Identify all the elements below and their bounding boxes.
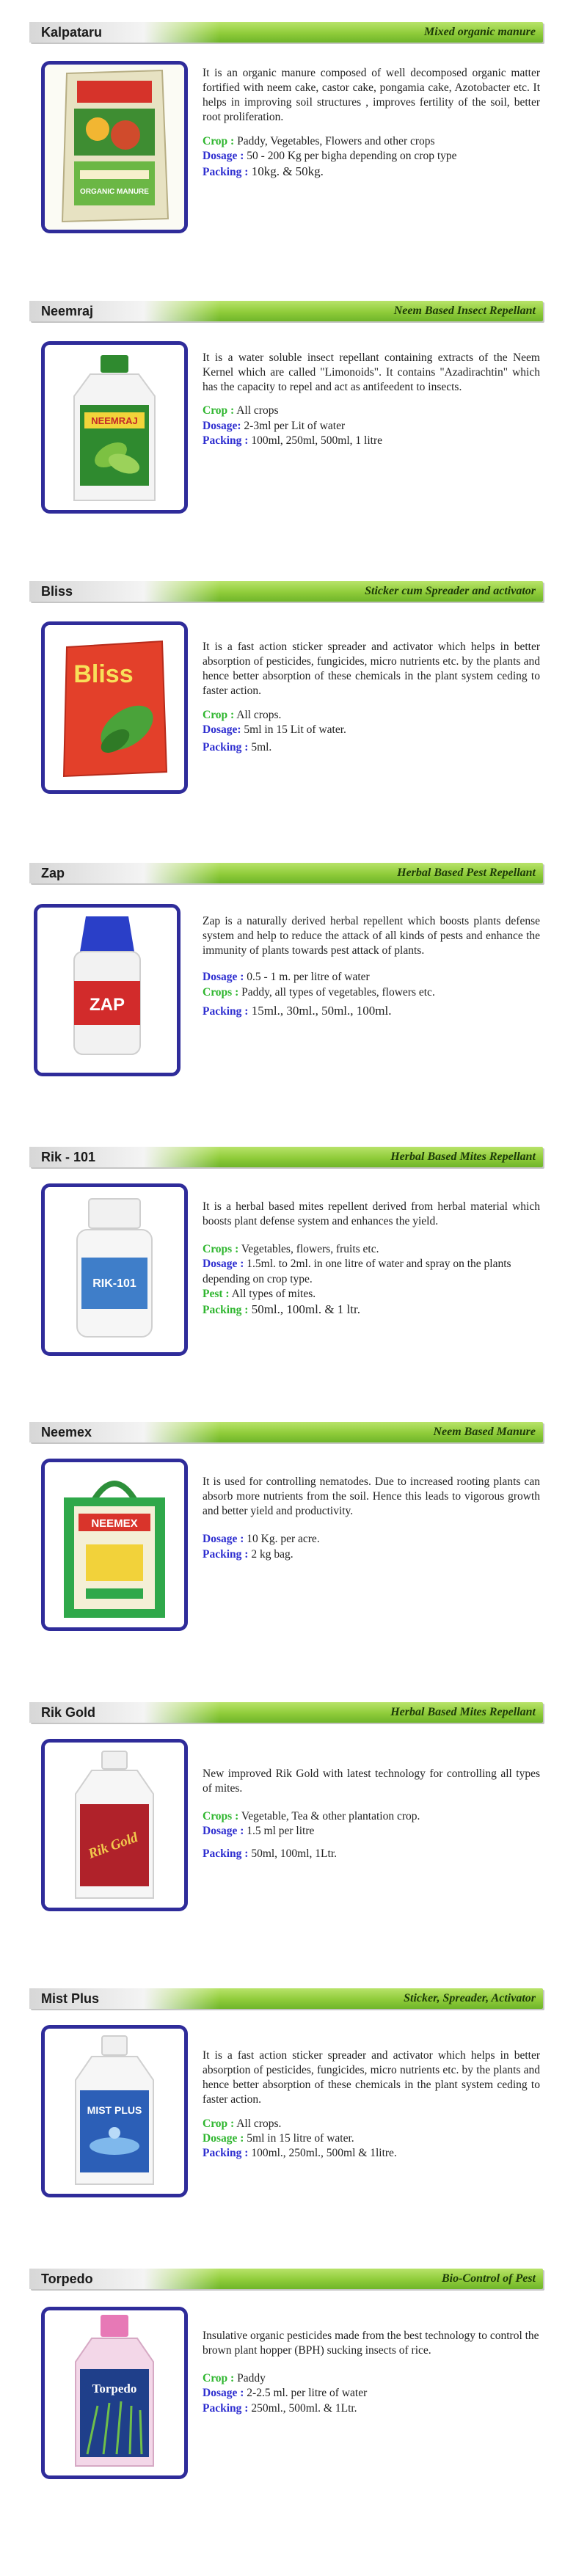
info-row-crops <box>203 1809 540 1824</box>
info-row-packing <box>203 434 540 448</box>
info-value: 1.5 ml per litre <box>244 1825 315 1838</box>
info-row-crop <box>203 2371 540 2386</box>
product-text <box>203 914 540 1019</box>
product-description: It is a fast action sticker spreader and activator which helps in better absorption of pesticides, fungicides, micro nutrients etc. by the plants and hence better absorption of these chemicals in the plant system ceding to faster action. <box>203 641 540 698</box>
info-value: Paddy <box>234 2372 266 2385</box>
info-row-crop <box>203 708 540 723</box>
product-text <box>203 1767 540 1861</box>
product-description: It is used for controlling nematodes. Due to increased rooting plants can absorb more nutrients from the soil. Hence this leads to vigorous growth and better yield and productivity. <box>203 1475 540 1518</box>
info-row-packing <box>203 164 540 180</box>
product-category: Herbal Based Mites Repellant <box>390 1706 536 1718</box>
info-value: Vegetables, flowers, fruits etc. <box>238 1243 379 1256</box>
product-text <box>203 640 540 755</box>
package-label: Bliss <box>73 660 134 688</box>
info-row-packing <box>203 740 540 755</box>
info-value: Paddy, all types of vegetables, flowers etc. <box>238 985 435 999</box>
package-label: NEEMRAJ <box>91 415 138 426</box>
product-text <box>203 2329 540 2416</box>
info-value: 5ml in 15 litre of water. <box>244 2131 354 2145</box>
product-name: Kalpataru <box>29 22 220 43</box>
product-category: Herbal Based Pest Repellant <box>397 866 536 879</box>
info-label: Packing : <box>203 2401 249 2415</box>
product-image-frame <box>41 2307 188 2479</box>
package-label: RIK-101 <box>92 1277 136 1290</box>
info-row-dosage <box>203 1532 540 1547</box>
product-image-frame <box>41 1459 188 1631</box>
info-row-crop <box>203 2117 540 2131</box>
product-category: Herbal Based Mites Repellant <box>390 1150 536 1163</box>
product-text <box>203 66 540 180</box>
product-image-frame <box>41 2025 188 2197</box>
sachet-icon <box>45 625 184 790</box>
product-name: Neemex <box>29 1422 220 1442</box>
info-value: 0.5 - 1 m. per litre of water <box>244 971 370 984</box>
product-text <box>203 1475 540 1562</box>
info-label: Crops : <box>203 1810 239 1823</box>
product-text <box>203 351 540 448</box>
info-label: Packing : <box>203 165 249 178</box>
info-label: Packing : <box>203 1847 249 1860</box>
info-value: 5ml. <box>248 740 272 754</box>
package-label: MIST PLUS <box>87 2104 142 2116</box>
info-label: Packing : <box>203 1303 249 1316</box>
product-name: Torpedo <box>29 2269 220 2289</box>
product-image-frame <box>41 61 188 233</box>
info-value: 100ml., 250ml., 500ml & 1litre. <box>248 2146 397 2159</box>
info-label: Crop : <box>203 2372 235 2385</box>
info-value: 2-3ml per Lit of water <box>241 419 346 432</box>
product-image-frame <box>41 621 188 794</box>
product-category: Sticker cum Spreader and activator <box>365 585 536 597</box>
small-bottle-icon <box>37 908 177 1073</box>
info-value: 5ml in 15 Lit of water. <box>241 723 346 736</box>
info-row-crop <box>203 404 540 418</box>
bottle-icon <box>45 2310 184 2475</box>
info-row-packing <box>203 1003 540 1019</box>
product-category: Bio-Control of Pest <box>441 2272 536 2285</box>
info-value: 50ml., 100ml. & 1 ltr. <box>248 1302 360 1316</box>
info-value: All crops <box>234 404 279 417</box>
info-value: 50ml, 100ml, 1Ltr. <box>248 1847 337 1860</box>
info-row-dosage <box>203 1257 540 1286</box>
product-description: New improved Rik Gold with latest technology for controlling all types of mites. <box>203 1767 540 1795</box>
product-text <box>203 2048 540 2161</box>
package-label: Torpedo <box>92 2382 137 2396</box>
bottle-icon <box>45 345 184 510</box>
info-row-dosage <box>203 149 540 164</box>
info-row-packing <box>203 1847 540 1861</box>
info-label: Crop : <box>203 404 235 417</box>
tote-bag-icon <box>45 1462 184 1627</box>
product-description: It is a water soluble insect repellant containing extracts of the Neem Kernel which are called "Limonoids". It contains "Azadirachtin" which has the capacity to repel and act as antifeedent to insects. <box>203 351 540 394</box>
bottle-icon <box>45 2029 184 2194</box>
info-row-dosage <box>203 2386 540 2401</box>
product-description: It is a fast action sticker spreader and activator which helps in better absorption of pesticides, fungicides, micro nutrients etc. by the plants and hence better absorption of these chemicals in the plant system ceding to faster action. <box>203 2049 540 2106</box>
info-row-crops <box>203 985 540 1000</box>
info-label: Dosage : <box>203 1258 244 1271</box>
info-label: Crops : <box>203 985 239 999</box>
product-name: Zap <box>29 863 220 883</box>
info-label: Packing : <box>203 2146 249 2159</box>
info-row-dosage <box>203 2131 540 2146</box>
info-value: 100ml, 250ml, 500ml, 1 litre <box>248 434 382 447</box>
package-label: ORGANIC MANURE <box>80 188 149 196</box>
info-row-dosage <box>203 419 540 434</box>
product-image-frame <box>34 904 181 1076</box>
info-label: Dosage : <box>203 971 244 984</box>
product-description: It is a herbal based mites repellent derived from herbal material which boosts plant defense system and enhances the yield. <box>203 1200 540 1228</box>
info-value: All crops. <box>234 708 282 721</box>
info-label: Dosage : <box>203 1533 244 1546</box>
info-row-dosage <box>203 970 540 985</box>
info-label: Crop : <box>203 134 235 147</box>
info-value: Vegetable, Tea & other plantation crop. <box>238 1810 420 1823</box>
product-description: It is an organic manure composed of well decomposed organic matter fortified with neem cake, castor cake, pongamia cake, Azotobacter etc. It helps in improving soil structures , improves fertility of the soil, better root proliferation. <box>203 67 540 124</box>
product-category: Mixed organic manure <box>423 26 536 38</box>
product-category: Neem Based Manure <box>433 1426 536 1438</box>
info-label: Dosage : <box>203 2131 244 2145</box>
info-row-dosage <box>203 723 540 737</box>
product-image-frame <box>41 341 188 514</box>
info-label: Packing : <box>203 434 249 447</box>
fertilizer-bag-icon <box>45 65 184 230</box>
info-value: Paddy, Vegetables, Flowers and other crops <box>234 134 435 147</box>
package-label: ZAP <box>90 995 125 1015</box>
info-value: 10 Kg. per acre. <box>244 1533 320 1546</box>
info-row-crops <box>203 1242 540 1257</box>
info-value: All crops. <box>234 2117 282 2130</box>
product-image-frame <box>41 1739 188 1911</box>
info-value: 1.5ml. to 2ml. in one litre of water and spray on the plants depending on crop type. <box>203 1258 511 1285</box>
info-label: Dosage : <box>203 1825 244 1838</box>
info-label: Packing : <box>203 740 249 754</box>
info-label: Packing : <box>203 1547 249 1561</box>
info-label: Crop : <box>203 708 235 721</box>
product-category: Neem Based Insect Repellant <box>393 304 536 317</box>
package-label: NEEMEX <box>91 1517 138 1530</box>
info-label: Pest : <box>203 1287 230 1300</box>
package-label: Rik Gold <box>86 1829 140 1862</box>
info-value: 2 kg bag. <box>248 1547 294 1561</box>
info-row-dosage <box>203 1824 540 1839</box>
product-name: Neemraj <box>29 301 220 321</box>
bottle-icon <box>45 1743 184 1908</box>
info-label: Crop : <box>203 2117 235 2130</box>
product-description: Insulative organic pesticides made from the best technology to control the brown plant hopper (BPH) sucking insects of rice. <box>203 2329 539 2357</box>
info-value: 2-2.5 ml. per litre of water <box>244 2387 368 2400</box>
info-row-crop <box>203 134 540 149</box>
info-label: Dosage : <box>203 149 244 162</box>
info-value: 10kg. & 50kg. <box>248 164 324 178</box>
info-label: Dosage: <box>203 723 241 736</box>
info-value: 250ml., 500ml. & 1Ltr. <box>248 2401 357 2415</box>
product-image-frame <box>41 1183 188 1356</box>
info-label: Packing : <box>203 1004 249 1018</box>
product-description: Zap is a naturally derived herbal repellent which boosts plants defense system and help to reduce the attack of all kinds of pests and enhance the immunity of plants towards pest attack of plants. <box>203 915 540 957</box>
product-text <box>203 1200 540 1318</box>
product-category: Sticker, Spreader, Activator <box>404 1992 536 2004</box>
product-name: Rik - 101 <box>29 1147 220 1167</box>
info-label: Dosage: <box>203 419 241 432</box>
info-value: All types of mites. <box>229 1287 316 1300</box>
small-bottle-icon <box>45 1187 184 1352</box>
info-value: 50 - 200 Kg per bigha depending on crop type <box>244 149 457 162</box>
info-row-packing <box>203 1547 540 1562</box>
info-row-pest <box>203 1287 540 1302</box>
info-label: Dosage : <box>203 2387 244 2400</box>
product-name: Rik Gold <box>29 1702 220 1723</box>
info-row-packing <box>203 2146 540 2161</box>
product-name: Mist Plus <box>29 1988 220 2009</box>
info-value: 15ml., 30ml., 50ml., 100ml. <box>248 1003 392 1018</box>
info-row-packing <box>203 1302 540 1318</box>
info-row-packing <box>203 2401 540 2416</box>
product-name: Bliss <box>29 581 220 602</box>
info-label: Crops : <box>203 1243 239 1256</box>
